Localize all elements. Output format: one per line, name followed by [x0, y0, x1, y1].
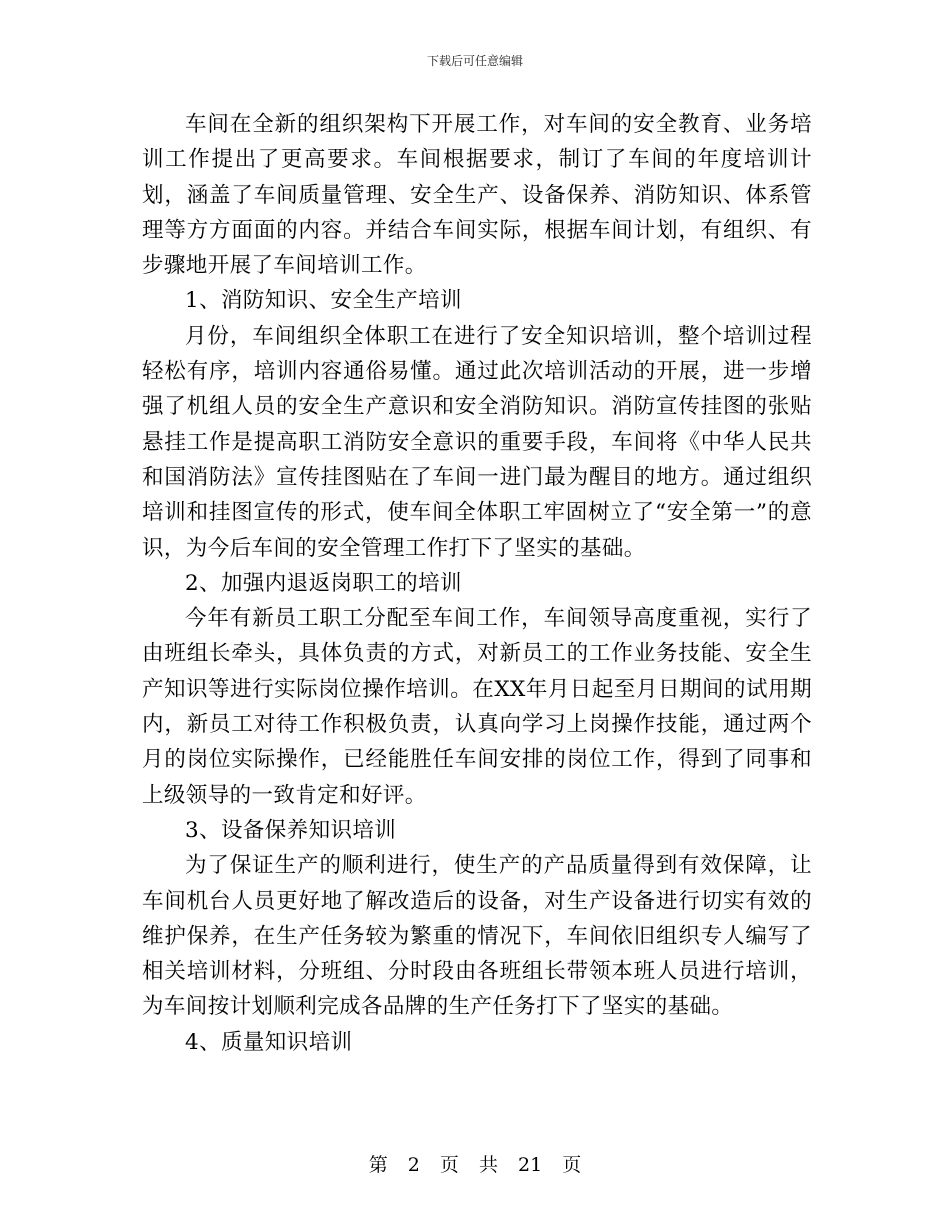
section-heading-quality: 4、质量知识培训: [185, 1029, 353, 1055]
footer-label-unit-end: 页: [562, 1154, 582, 1176]
page-number-footer: [0, 1153, 950, 1177]
section-heading-staff-training: 2、加强内退返岗职工的培训: [185, 570, 462, 596]
paragraph-staff-training: 今年有新员工职工分配至车间工作，车间领导高度重视，实行了由班组长牵头，具体负责的方式，对新员工的工作业务技能、安全生产知识等进行实际岗位操作培训。在XX年月日起至月日期间的试用期内，新员工对待工作积极负责，认真向学习上岗操作技能，通过两个月的岗位实际操作，已经能胜任车间安排的岗位工作，得到了同事和上级领导的一致肯定和好评。: [142, 606, 812, 808]
paragraph-equipment: 为了保证生产的顺利进行，使生产的产品质量得到有效保障，让车间机台人员更好地了解改造后的设备，对生产设备进行切实有效的维护保养，在生产任务较为繁重的情况下，车间依旧组织专人编写了相关培训材料，分班组、分时段由各班组长带领本班人员进行培训，为车间按计划顺利完成各品牌的生产任务打下了坚实的基础。: [142, 853, 812, 1020]
footer-label-total: 共: [478, 1154, 498, 1176]
footer-label-unit: 页: [439, 1154, 459, 1176]
header-text: 下载后可任意编辑: [426, 54, 523, 68]
total-pages-number: 21: [518, 1154, 543, 1176]
footer-label-page: 第: [368, 1154, 388, 1176]
document-body: [142, 107, 812, 1060]
paragraph-intro: 车间在全新的组织架构下开展工作，对车间的安全教育、业务培训工作提出了更高要求。车间根据要求，制订了车间的年度培训计划，涵盖了车间质量管理、安全生产、设备保养、消防知识、体系管理等方方面面的内容。并结合车间实际，根据车间计划，有组织、有步骤地开展了车间培训工作。: [142, 112, 812, 279]
current-page-number: 2: [407, 1154, 420, 1176]
paragraph-fire-safety: 月份，车间组织全体职工在进行了安全知识培训，整个培训过程轻松有序，培训内容通俗易懂。通过此次培训活动的开展，进一步增强了机组人员的安全生产意识和安全消防知识。消防宣传挂图的张贴悬挂工作是提高职工消防安全意识的重要手段，车间将《中华人民共和国消防法》宣传挂图贴在了车间一进门最为醒目的地方。通过组织培训和挂图宣传的形式，使车间全体职工牢固树立了“安全第一”的意识，为今后车间的安全管理工作打下了坚实的基础。: [142, 323, 812, 561]
section-heading-equipment: 3、设备保养知识培训: [185, 817, 397, 843]
section-heading-fire-safety: 1、消防知识、安全生产培训: [185, 288, 462, 314]
page-header: [0, 53, 950, 69]
